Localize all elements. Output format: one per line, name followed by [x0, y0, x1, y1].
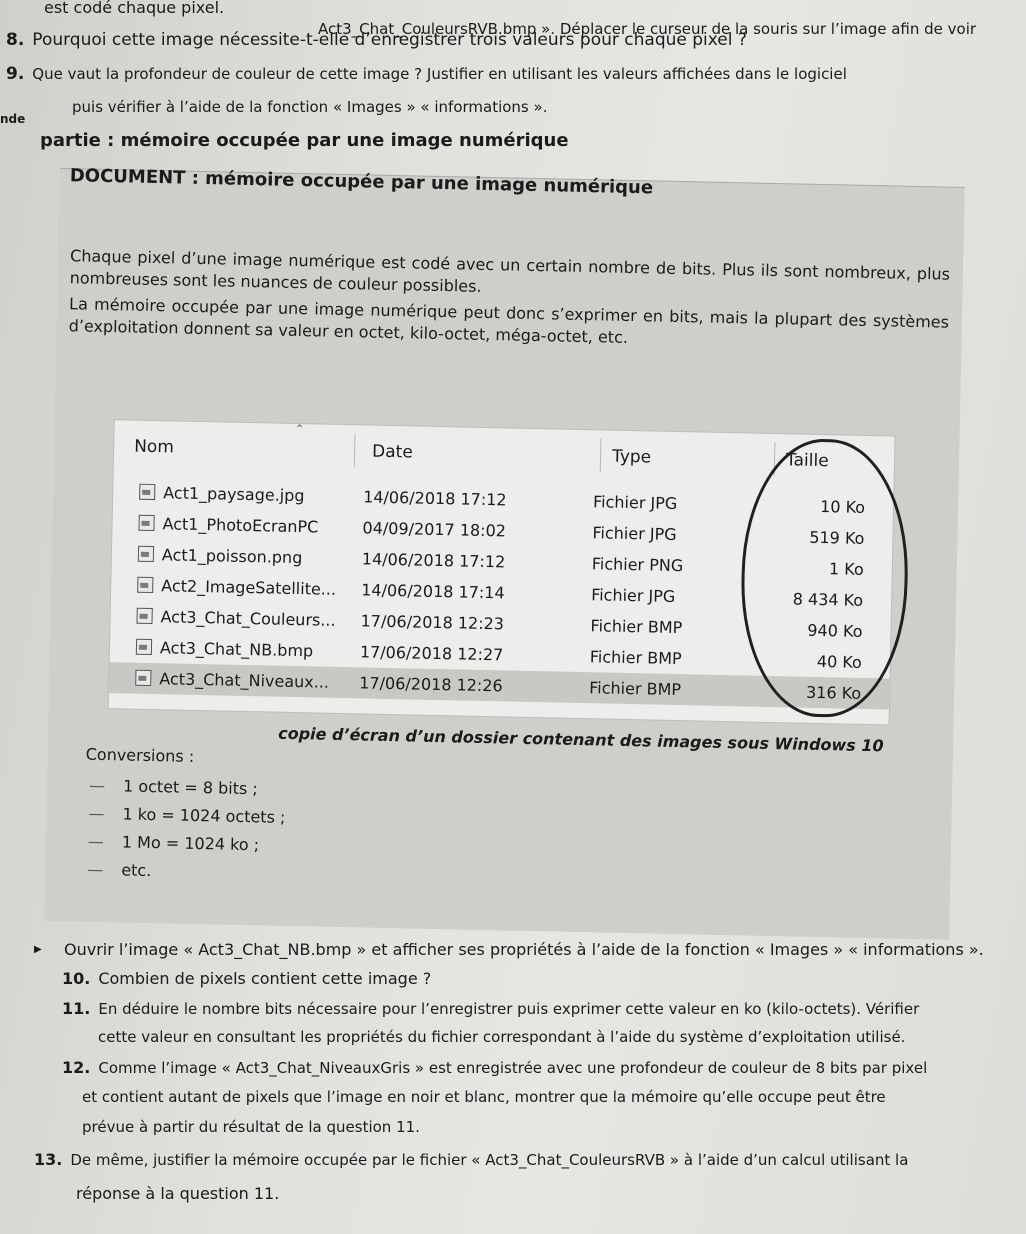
- document-paragraph-1: Chaque pixel d’une image numérique est codé avec un certain nombre de bits. Plus ils sont nombreux, plus nombreuses sont les nuances de couleur possibles.: [69, 246, 951, 296]
- question-9-number: 9.: [6, 64, 25, 84]
- question-8-number: 8.: [6, 30, 25, 50]
- column-separator: [600, 438, 602, 472]
- question-11-text-a: En déduire le nombre bits nécessaire pour l’enregistrer puis exprimer cette valeur en ko (kilo-octets). Vérifier: [98, 1000, 920, 1018]
- question-9: [6, 64, 847, 84]
- question-9-text-b: puis vérifier à l’aide de la fonction « Images » « informations ».: [72, 98, 548, 116]
- file-type: Fichier BMP: [589, 647, 682, 669]
- file-name: Act1_PhotoEcranPC: [162, 514, 319, 537]
- file-date: 14/06/2018 17:12: [362, 487, 507, 510]
- document-paragraph-2: La mémoire occupée par une image numérique peut donc s’exprimer en bits, mais la plupart des systèmes d’exploitation donnent sa valeur en octet, kilo-octet, méga-octet, etc.: [68, 294, 950, 347]
- column-date: Date: [371, 441, 413, 463]
- question-13-text-a: De même, justifier la mémoire occupée par le fichier « Act3_Chat_CouleursRVB » à l’aide d’un calcul utilisant la: [70, 1151, 909, 1169]
- question-12-number: 12.: [62, 1058, 91, 1077]
- file-date: 14/06/2018 17:14: [361, 580, 505, 603]
- document-heading: DOCUMENT : mémoire occupée par une image numérique: [69, 165, 654, 199]
- line-top-0: est codé chaque pixel.: [44, 0, 225, 17]
- question-12-text-c: prévue à partir du résultat de la question 11.: [82, 1118, 420, 1136]
- image-file-icon: [137, 577, 153, 593]
- part-title: partie : mémoire occupée par une image numérique: [40, 130, 569, 151]
- file-date: 17/06/2018 12:26: [359, 673, 503, 696]
- conversion-item: — etc.: [121, 860, 151, 880]
- question-10-text: Combien de pixels contient cette image ?: [98, 969, 432, 988]
- question-11-number: 11.: [62, 999, 91, 1018]
- file-name: Act1_poisson.png: [161, 545, 303, 568]
- image-file-icon: [139, 484, 155, 500]
- image-file-icon: [138, 515, 154, 531]
- file-size: 10 Ko: [819, 496, 866, 517]
- file-name: Act1_paysage.jpg: [163, 483, 305, 506]
- image-file-icon: [135, 670, 151, 686]
- file-type: Fichier JPG: [592, 492, 678, 513]
- document-header: [70, 165, 654, 198]
- file-date: 17/06/2018 12:27: [359, 642, 504, 665]
- conversion-item: — 1 octet = 8 bits ;: [123, 776, 258, 798]
- question-12-text-b: et contient autant de pixels que l’image en noir et blanc, montrer que la mémoire qu’elle occupe peut être: [82, 1088, 886, 1106]
- file-name: Act3_Chat_Couleurs...: [160, 607, 336, 630]
- file-name: Act3_Chat_NB.bmp: [159, 638, 314, 661]
- file-type: Fichier BMP: [590, 616, 683, 638]
- file-type: Fichier JPG: [592, 523, 677, 544]
- column-type: Type: [611, 446, 652, 468]
- file-type: Fichier BMP: [589, 678, 682, 700]
- question-8-text: Pourquoi cette image nécessite-t-elle d’enregistrer trois valeurs pour chaque pixel ?: [32, 30, 747, 50]
- conversion-item: — 1 Mo = 1024 ko ;: [122, 832, 260, 854]
- file-name: Act2_ImageSatellite...: [161, 576, 337, 599]
- section-side-label: nde: [0, 112, 26, 126]
- file-size: 519 Ko: [809, 527, 865, 548]
- file-type: Fichier JPG: [590, 585, 676, 606]
- question-13-number: 13.: [34, 1150, 63, 1169]
- document-box: [44, 165, 965, 940]
- question-11-text-b: cette valeur en consultant les propriétés du fichier correspondant à l’aide du système d’exploitation utilisé.: [98, 1028, 906, 1046]
- file-date: 04/09/2017 18:02: [362, 518, 507, 541]
- sort-caret-icon: ⌃: [294, 421, 305, 437]
- line-top-0b: Act3_Chat_CouleursRVB.bmp ». Déplacer le curseur de la souris sur l’image afin de voir: [318, 20, 977, 38]
- file-size: 40 Ko: [816, 651, 863, 672]
- question-11: [62, 999, 919, 1018]
- question-12: [62, 1058, 927, 1077]
- instruction-open-image: Ouvrir l’image « Act3_Chat_NB.bmp » et afficher ses propriétés à l’aide de la fonction « Images » « informations ».: [64, 940, 984, 959]
- conversion-item: — 1 ko = 1024 octets ;: [122, 804, 285, 826]
- column-separator: [354, 433, 356, 467]
- question-13: [34, 1150, 908, 1169]
- file-size: 940 Ko: [807, 620, 863, 641]
- file-explorer-screenshot: [109, 420, 895, 724]
- question-13-text-b: réponse à la question 11.: [76, 1184, 280, 1203]
- image-file-icon: [136, 639, 152, 655]
- screenshot-caption: copie d’écran d’un dossier contenant des images sous Windows 10: [278, 723, 884, 756]
- question-12-text-a: Comme l’image « Act3_Chat_NiveauxGris » est enregistrée avec une profondeur de couleur de 8 bits par pixel: [98, 1059, 928, 1077]
- file-date: 17/06/2018 12:23: [360, 611, 505, 634]
- file-name: Act3_Chat_Niveaux...: [159, 669, 330, 692]
- column-size: Taille: [785, 450, 829, 472]
- image-file-icon: [136, 608, 152, 624]
- question-8: [6, 30, 747, 50]
- file-type: Fichier PNG: [591, 554, 684, 576]
- file-size: 316 Ko: [805, 682, 862, 703]
- column-name: Nom: [133, 436, 175, 458]
- file-size: 8 434 Ko: [792, 589, 864, 610]
- image-file-icon: [138, 546, 154, 562]
- file-date: 14/06/2018 17:12: [361, 549, 506, 572]
- bullet-arrow-icon: ▶: [34, 944, 42, 955]
- question-10-number: 10.: [62, 969, 91, 988]
- file-size: 1 Ko: [828, 559, 864, 579]
- conversions-title: Conversions :: [85, 744, 195, 766]
- question-10: [62, 969, 431, 988]
- question-9-text-a: Que vaut la profondeur de couleur de cette image ? Justifier en utilisant les valeurs affichées dans le logiciel: [32, 65, 847, 83]
